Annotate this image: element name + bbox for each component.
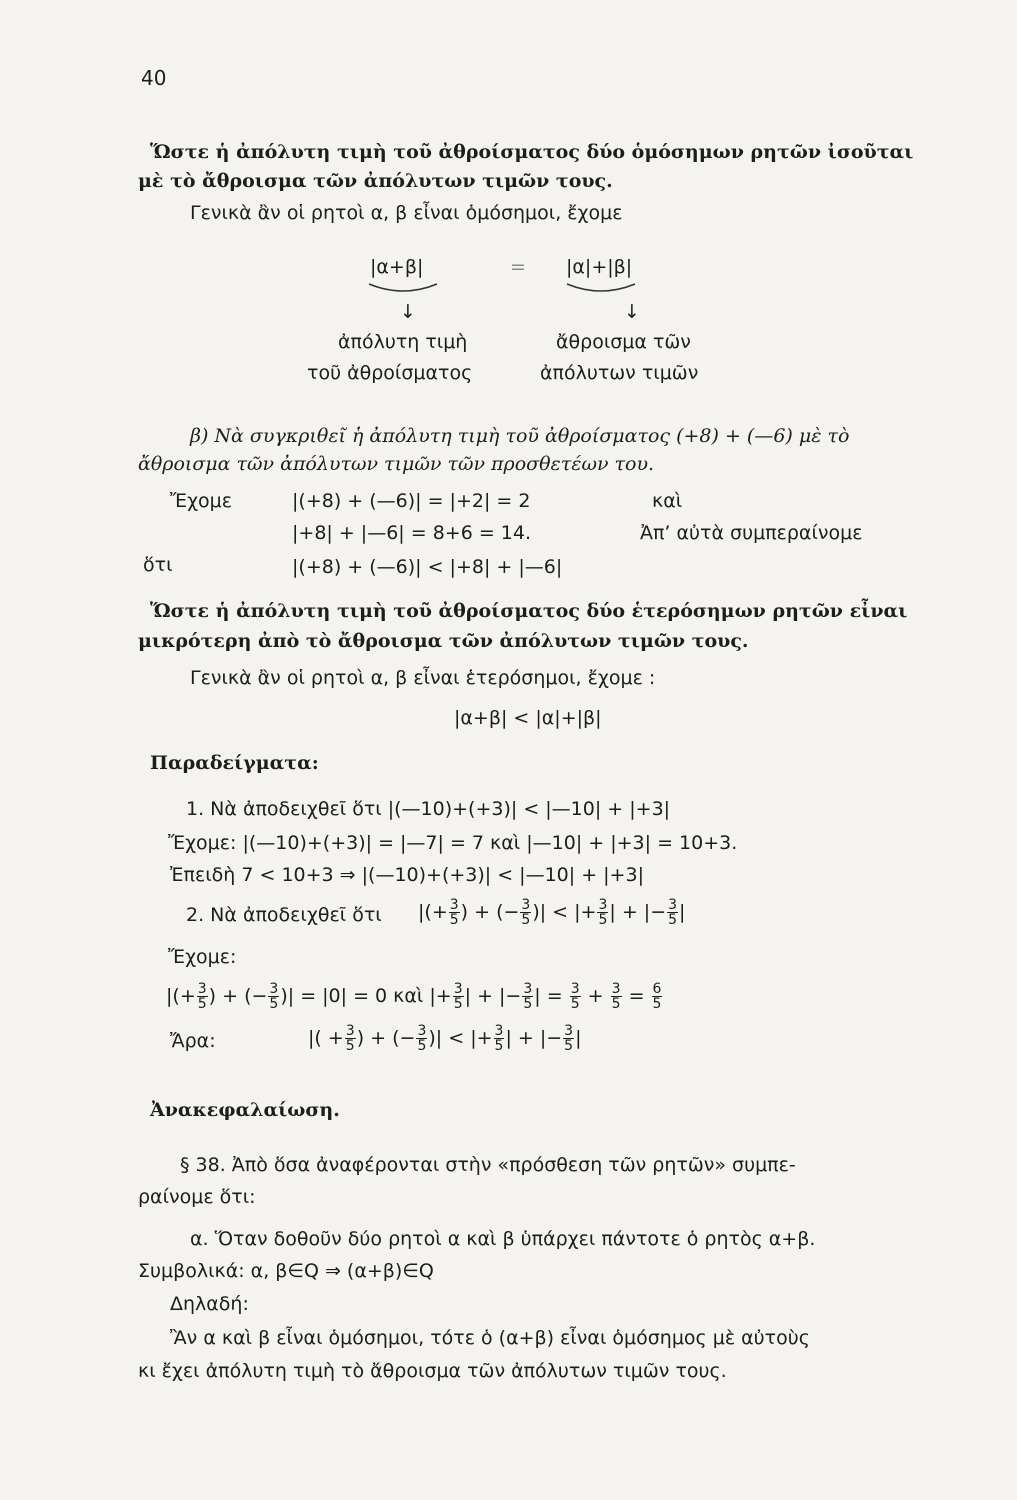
part-b-line1: β) Νὰ συγκριθεῖ ἡ ἀπόλυτη τιμὴ τοῦ ἀθροίσματος (+8) + (—6) μὲ τὸ [190,425,850,447]
recap-a-line4: Ἂν α καὶ β εἶναι ὁμόσημοι, τότε ὁ (α+β) εἶναι ὁμόσημος μὲ αὐτοὺς [170,1327,810,1349]
examples-heading: Παραδείγματα: [150,752,319,774]
general-statement-1: Γενικὰ ἂν οἱ ρητοὶ α, β εἶναι ὁμόσημοι, ἔχομε [190,202,623,224]
example2-conclusion: |( + $\frac{3}{5}$ ) + (− $\frac{3}{5}$ )| < |+ $\frac{3}{5}$ | + |− $\frac{3}{5}$ | [308,1023,582,1054]
recap-a-line5: κι ἔχει ἀπόλυτη τιμὴ τὸ ἄθροισμα τῶν ἀπόλυτων τιμῶν τους. [138,1360,727,1382]
recap-section-line2: ραίνομε ὅτι: [138,1186,256,1208]
part-b-equation-1: |(+8) + (—6)| = |+2| = 2 [292,490,531,512]
zero-result: = |0| = 0 καὶ [300,985,424,1007]
example2-intro: 2. Νὰ ἀποδειχθεῖ ὅτι [186,904,382,926]
example1-line1: 1. Νὰ ἀποδειχθεῖ ὅτι |(—10)+(+3)| < |—10| + |+3| [186,798,671,820]
down-arrow-icon: ↓ [624,301,640,323]
formula1-left: |α+β| [370,256,424,278]
example2-statement: |(+ $\frac{3}{5}$ ) + (− $\frac{3}{5}$ )| < |+ $\frac{3}{5}$ | + |− $\frac{3}{5}$ | [418,897,686,928]
recap-section-line1: § 38. Ἀπὸ ὅσα ἀναφέρονται στὴν «πρόσθεση τῶν ρητῶν» συμπε- [180,1154,796,1176]
part-b-equation-2: |+8| + |—6| = 8+6 = 14. [292,522,532,544]
formula1-right: |α|+|β| [566,256,633,278]
formula2: |α+β| < |α|+|β| [454,707,602,729]
general-statement-2: Γενικὰ ἂν οἱ ρητοὶ α, β εἶναι ἑτερόσημοι, ἔχομε : [190,667,656,689]
page-number: 40 [141,66,167,90]
conclusion2-line1: Ὥστε ἡ ἀπόλυτη τιμὴ τοῦ ἀθροίσματος δύο ἑτερόσημων ρητῶν εἶναι [150,600,908,622]
part-b-oti: ὅτι [143,554,173,576]
example1-line2: Ἔχομε: |(—10)+(+3)| = |—7| = 7 καὶ |—10| + |+3| = 10+3. [168,832,738,854]
conclusion1-line1: Ὥστε ἡ ἀπόλυτη τιμὴ τοῦ ἀθροίσματος δύο ὁμόσημων ρητῶν ἰσοῦται [150,141,914,163]
part-b-echome: Ἔχομε [170,490,233,512]
formula1-left-caption-1: ἀπόλυτη τιμὴ [338,331,468,353]
formula1-equals: = [510,256,526,278]
formula1-right-caption-2: ἀπόλυτων τιμῶν [540,362,699,384]
underbrace-icon [365,280,665,302]
example2-echome: Ἔχομε: [168,946,237,968]
part-b-conclusion-text: Ἀπ’ αὐτὰ συμπεραίνομε [640,522,863,544]
example2-ara: Ἄρα: [170,1030,216,1052]
conclusion2-line2: μικρότερη ἀπὸ τὸ ἄθροισμα τῶν ἀπόλυτων τιμῶν τους. [138,630,749,652]
formula1-right-caption-1: ἄθροισμα τῶν [556,331,691,353]
part-b-kai: καὶ [652,490,683,512]
part-b-equation-3: |(+8) + (—6)| < |+8| + |—6| [292,556,563,578]
recap-a-line2: Συμβολικά: α, β∈Q ⇒ (α+β)∈Q [138,1260,434,1282]
example2-computation: |(+ $\frac{3}{5}$ ) + (− $\frac{3}{5}$ )| = |0| = 0 καὶ |+ $\frac{3}{5}$ | + |− $\frac{3}{5}$ | = $\frac{3}{5}$ + $\frac{3}{5}$ = $\frac{6}{5}$ [166,981,662,1012]
down-arrow-icon: ↓ [400,301,416,323]
formula1-left-caption-2: τοῦ ἀθροίσματος [307,362,473,384]
part-b-line2: ἄθροισμα τῶν ἀπόλυτων τιμῶν τῶν προσθετέων του. [138,453,655,475]
recap-heading: Ἀνακεφαλαίωση. [150,1099,340,1121]
recap-a-line3: Δηλαδή: [170,1293,249,1315]
example1-line3: Ἐπειδὴ 7 < 10+3 ⇒ |(—10)+(+3)| < |—10| + |+3| [170,864,644,886]
recap-a-line1: α. Ὅταν δοθοῦν δύο ρητοὶ α καὶ β ὑπάρχει πάντοτε ὁ ρητὸς α+β. [190,1228,816,1250]
conclusion1-line2: μὲ τὸ ἄθροισμα τῶν ἀπόλυτων τιμῶν τους. [138,170,613,192]
